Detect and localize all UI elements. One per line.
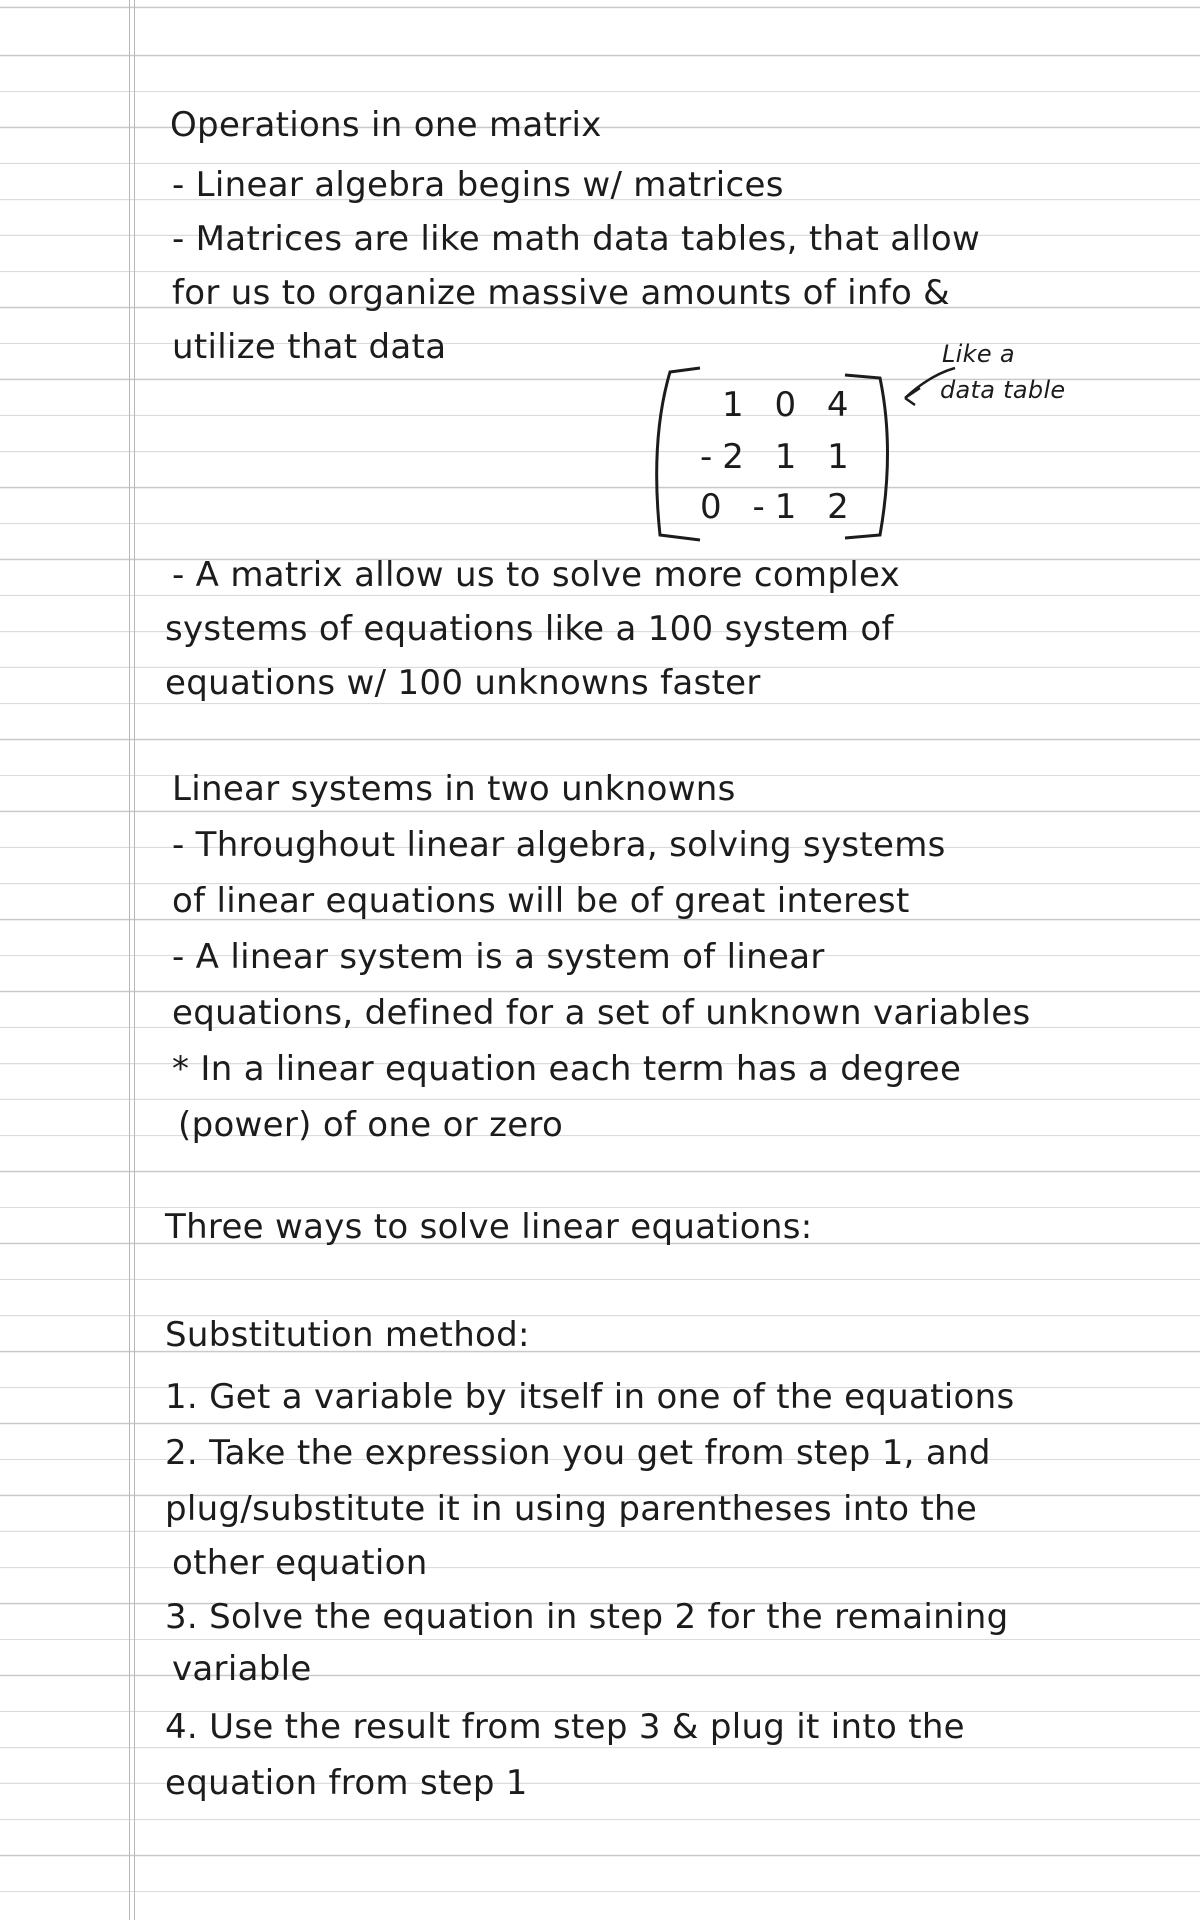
matrix-row: 0 -1 2 [700, 487, 859, 527]
note-line: - Throughout linear algebra, solving systems [172, 825, 946, 865]
note-line: - Linear algebra begins w/ matrices [172, 165, 784, 205]
step-3-cont: variable [172, 1649, 312, 1689]
matrix-row: -2 1 1 [700, 437, 859, 477]
note-line: - A matrix allow us to solve more complex [172, 555, 901, 595]
step-2-cont: plug/substitute it in using parentheses into the [165, 1489, 978, 1529]
matrix-row: 1 0 4 [722, 385, 859, 425]
note-line: of linear equations will be of great interest [172, 881, 910, 921]
matrix-annotation: data table [940, 376, 1066, 404]
step-3: 3. Solve the equation in step 2 for the remaining [165, 1597, 1009, 1637]
note-line: equations, defined for a set of unknown variables [172, 993, 1031, 1033]
note-line: - Matrices are like math data tables, that allow [172, 219, 981, 259]
step-2: 2. Take the expression you get from step 1, and [165, 1433, 991, 1473]
note-line: for us to organize massive amounts of info & [172, 273, 950, 313]
heading-three-ways: Three ways to solve linear equations: [165, 1207, 813, 1247]
note-line: * In a linear equation each term has a degree [172, 1049, 962, 1089]
step-1: 1. Get a variable by itself in one of the equations [165, 1377, 1015, 1417]
step-4: 4. Use the result from step 3 & plug it into the [165, 1707, 965, 1747]
note-line: (power) of one or zero [178, 1105, 564, 1145]
step-4-cont: equation from step 1 [165, 1763, 528, 1803]
heading-linear-systems: Linear systems in two unknowns [172, 769, 736, 809]
heading-operations: Operations in one matrix [170, 105, 602, 145]
note-line: equations w/ 100 unknowns faster [165, 663, 761, 703]
note-line: utilize that data [172, 327, 447, 367]
matrix-annotation: Like a [942, 340, 1015, 368]
note-line: - A linear system is a system of linear [172, 937, 825, 977]
step-2-cont: other equation [172, 1543, 428, 1583]
note-line: systems of equations like a 100 system of [165, 609, 894, 649]
heading-substitution: Substitution method: [165, 1315, 530, 1355]
